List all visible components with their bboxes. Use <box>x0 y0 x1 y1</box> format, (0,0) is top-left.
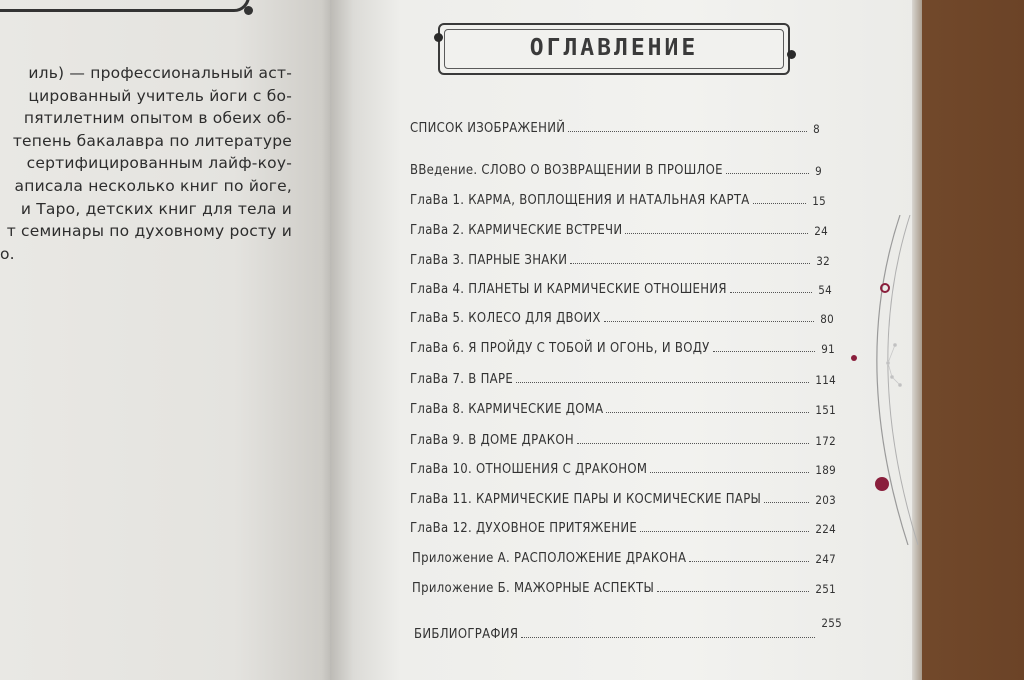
toc-leader-dots <box>606 412 809 413</box>
toc-leader-dots <box>570 263 810 264</box>
toc-title: ОГЛАВЛЕНИЕ <box>529 35 699 61</box>
bio-line: цированный учитель йоги с бо- <box>28 86 292 105</box>
toc-entry-label: ГлаВа 9. В ДОМЕ ДРАКОН <box>410 433 574 448</box>
toc-leader-dots <box>640 531 809 532</box>
bio-line: т семинары по духовному росту и <box>6 222 292 241</box>
toc-entry[interactable] <box>410 188 826 208</box>
toc-entry-label: СПИСОК ИЗОБРАЖЕНИЙ <box>410 121 566 136</box>
orbit-line-outer <box>877 215 908 545</box>
toc-entry[interactable] <box>410 428 836 448</box>
toc-entry-label: Приложение Б. МАЖОРНЫЕ АСПЕКТЫ <box>412 581 655 596</box>
bio-line: пятилетним опытом в обеих об- <box>23 109 292 128</box>
toc-entry-page: 151 <box>815 403 836 417</box>
toc-entry-label: ГлаВа 1. КАРМА, ВОПЛОЩЕНИЯ И НАТАЛЬНАЯ КАРТА <box>410 193 750 208</box>
toc-entry-label: ГлаВа 12. ДУХОВНОЕ ПРИТЯЖЕНИЕ <box>410 521 638 536</box>
toc-entry-page: 203 <box>815 493 836 507</box>
toc-leader-dots <box>713 351 816 352</box>
left-frame-dot <box>244 6 253 15</box>
toc-leader-dots <box>730 292 812 293</box>
toc-entry-page: 24 <box>814 224 828 238</box>
toc-leader-dots <box>753 203 807 204</box>
toc-entry[interactable] <box>410 336 835 356</box>
toc-entry-page: 255 <box>821 616 842 630</box>
constellation-icon <box>887 344 902 387</box>
toc-entry-page: 80 <box>820 312 834 326</box>
toc-entry[interactable] <box>410 367 836 387</box>
toc-leader-dots <box>726 173 809 174</box>
toc-entry-label: БИБЛИОГРАФИЯ <box>414 627 519 642</box>
toc-entry-page: 32 <box>816 254 830 268</box>
toc-entry[interactable] <box>410 457 836 477</box>
toc-entry-label: ГлаВа 10. ОТНОШЕНИЯ С ДРАКОНОМ <box>410 462 648 477</box>
title-frame-dot-left <box>434 33 443 42</box>
toc-entry-label: ГлаВа 7. В ПАРЕ <box>410 372 514 387</box>
toc-entry[interactable] <box>410 158 822 178</box>
bio-line: сертифицированным лайф-коу- <box>26 154 292 173</box>
bio-line: аписала несколько книг по йоге, <box>14 176 292 195</box>
toc-entry-label: ГлаВа 6. Я ПРОЙДУ С ТОБОЙ И ОГОНЬ, И ВОДУ <box>410 341 710 356</box>
toc-entry-page: 114 <box>815 373 836 387</box>
planet-large-icon <box>875 477 889 491</box>
toc-leader-dots <box>521 637 815 638</box>
title-frame-dot-right <box>787 50 796 59</box>
toc-entry[interactable] <box>410 487 836 507</box>
toc-entry-page: 15 <box>812 194 826 208</box>
toc-entry-page: 9 <box>815 164 822 178</box>
celestial-ornament <box>840 215 920 545</box>
bio-line: и Таро, детских книг для тела и <box>20 199 292 218</box>
bio-line: о. <box>0 244 15 263</box>
toc-leader-dots <box>577 443 809 444</box>
toc-leader-dots <box>650 472 809 473</box>
toc-entry[interactable] <box>410 218 828 238</box>
orbit-line-inner <box>888 215 918 545</box>
toc-leader-dots <box>604 321 815 322</box>
toc-entry[interactable] <box>410 306 834 326</box>
toc-leader-dots <box>689 561 809 562</box>
toc-entry-page: 189 <box>815 463 836 477</box>
toc-leader-dots <box>657 591 809 592</box>
toc-entry-label: ГлаВа 5. КОЛЕСО ДЛЯ ДВОИХ <box>410 311 601 326</box>
toc-entry-label: ВВедение. СЛОВО О ВОЗВРАЩЕНИИ В ПРОШЛОЕ <box>410 163 723 178</box>
toc-entry-label: Приложение А. РАСПОЛОЖЕНИЕ ДРАКОНА <box>412 551 687 566</box>
bio-line: тепень бакалавра по литературе <box>12 131 292 150</box>
bio-line: иль) — профессиональный аст- <box>28 64 292 82</box>
toc-entry-page: 91 <box>821 342 835 356</box>
toc-entry-page: 8 <box>813 122 820 136</box>
toc-entry-page: 247 <box>815 552 836 566</box>
toc-entry-page: 172 <box>815 434 836 448</box>
toc-entry-page: 251 <box>815 582 836 596</box>
toc-entry[interactable] <box>414 616 842 642</box>
toc-entry-page: 54 <box>818 283 832 297</box>
toc-leader-dots <box>568 131 807 132</box>
toc-entry[interactable] <box>410 116 820 136</box>
toc-entry-label: ГлаВа 4. ПЛАНЕТЫ И КАРМИЧЕСКИЕ ОТНОШЕНИЯ <box>410 282 727 297</box>
toc-entry[interactable] <box>412 546 836 566</box>
toc-entry[interactable] <box>410 277 832 297</box>
toc-title-frame <box>438 23 790 75</box>
toc-entry-label: ГлаВа 11. КАРМИЧЕСКИЕ ПАРЫ И КОСМИЧЕСКИЕ ПАРЫ <box>410 492 762 507</box>
toc-entry[interactable] <box>412 576 836 596</box>
toc-entry-label: ГлаВа 2. КАРМИЧЕСКИЕ ВСТРЕЧИ <box>410 223 623 238</box>
toc-entry-page: 224 <box>815 522 836 536</box>
toc-leader-dots <box>764 502 809 503</box>
toc-leader-dots <box>516 382 809 383</box>
toc-entry-label: ГлаВа 8. КАРМИЧЕСКИЕ ДОМА <box>410 402 604 417</box>
left-title-frame <box>0 0 250 12</box>
author-bio <box>0 62 292 265</box>
toc-entry[interactable] <box>410 397 836 417</box>
toc-leader-dots <box>625 233 808 234</box>
left-page <box>0 0 335 680</box>
toc-entry[interactable] <box>410 248 830 268</box>
toc-entry[interactable] <box>410 516 836 536</box>
planet-dot-icon <box>851 355 857 361</box>
toc-entry-label: ГлаВа 3. ПАРНЫЕ ЗНАКИ <box>410 253 568 268</box>
